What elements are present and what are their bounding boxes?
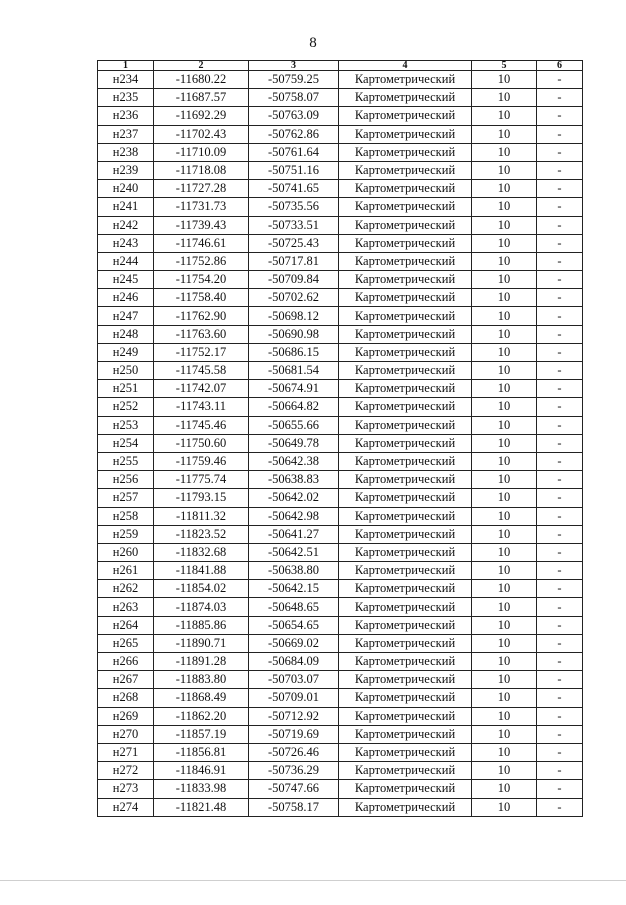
method-cell: Картометрический bbox=[339, 616, 472, 634]
method-cell: Картометрический bbox=[339, 543, 472, 561]
point-id-cell: н258 bbox=[98, 507, 154, 525]
y-coordinate-cell: -50681.54 bbox=[249, 362, 339, 380]
note-cell: - bbox=[537, 489, 583, 507]
x-coordinate-cell: -11687.57 bbox=[154, 89, 249, 107]
y-coordinate-cell: -50709.84 bbox=[249, 271, 339, 289]
accuracy-cell: 10 bbox=[472, 125, 537, 143]
method-cell: Картометрический bbox=[339, 725, 472, 743]
accuracy-cell: 10 bbox=[472, 307, 537, 325]
x-coordinate-cell: -11750.60 bbox=[154, 434, 249, 452]
point-id-cell: н250 bbox=[98, 362, 154, 380]
table-row bbox=[98, 271, 583, 289]
table-row bbox=[98, 125, 583, 143]
method-cell: Картометрический bbox=[339, 762, 472, 780]
note-cell: - bbox=[537, 307, 583, 325]
y-coordinate-cell: -50664.82 bbox=[249, 398, 339, 416]
note-cell: - bbox=[537, 216, 583, 234]
note-cell: - bbox=[537, 689, 583, 707]
x-coordinate-cell: -11758.40 bbox=[154, 289, 249, 307]
note-cell: - bbox=[537, 325, 583, 343]
note-cell: - bbox=[537, 653, 583, 671]
method-cell: Картометрический bbox=[339, 107, 472, 125]
method-cell: Картометрический bbox=[339, 125, 472, 143]
note-cell: - bbox=[537, 798, 583, 816]
y-coordinate-cell: -50741.65 bbox=[249, 180, 339, 198]
method-cell: Картометрический bbox=[339, 562, 472, 580]
x-coordinate-cell: -11731.73 bbox=[154, 198, 249, 216]
method-cell: Картометрический bbox=[339, 580, 472, 598]
point-id-cell: н245 bbox=[98, 271, 154, 289]
accuracy-cell: 10 bbox=[472, 362, 537, 380]
table-row bbox=[98, 798, 583, 816]
note-cell: - bbox=[537, 125, 583, 143]
x-coordinate-cell: -11727.28 bbox=[154, 180, 249, 198]
note-cell: - bbox=[537, 616, 583, 634]
note-cell: - bbox=[537, 780, 583, 798]
x-coordinate-cell: -11763.60 bbox=[154, 325, 249, 343]
note-cell: - bbox=[537, 434, 583, 452]
x-coordinate-cell: -11823.52 bbox=[154, 525, 249, 543]
method-cell: Картометрический bbox=[339, 89, 472, 107]
y-coordinate-cell: -50763.09 bbox=[249, 107, 339, 125]
x-coordinate-cell: -11752.17 bbox=[154, 343, 249, 361]
x-coordinate-cell: -11885.86 bbox=[154, 616, 249, 634]
page-number: 8 bbox=[309, 35, 317, 51]
point-id-cell: н267 bbox=[98, 671, 154, 689]
table-row bbox=[98, 562, 583, 580]
accuracy-cell: 10 bbox=[472, 325, 537, 343]
method-cell: Картометрический bbox=[339, 653, 472, 671]
table-row bbox=[98, 507, 583, 525]
method-cell: Картометрический bbox=[339, 743, 472, 761]
y-coordinate-cell: -50654.65 bbox=[249, 616, 339, 634]
x-coordinate-cell: -11833.98 bbox=[154, 780, 249, 798]
x-coordinate-cell: -11762.90 bbox=[154, 307, 249, 325]
table-row bbox=[98, 289, 583, 307]
table-row bbox=[98, 762, 583, 780]
x-coordinate-cell: -11775.74 bbox=[154, 471, 249, 489]
table-row bbox=[98, 743, 583, 761]
accuracy-cell: 10 bbox=[472, 252, 537, 270]
x-coordinate-cell: -11680.22 bbox=[154, 71, 249, 89]
coordinates-table bbox=[97, 60, 583, 817]
x-coordinate-cell: -11890.71 bbox=[154, 634, 249, 652]
point-id-cell: н273 bbox=[98, 780, 154, 798]
y-coordinate-cell: -50698.12 bbox=[249, 307, 339, 325]
x-coordinate-cell: -11868.49 bbox=[154, 689, 249, 707]
accuracy-cell: 10 bbox=[472, 416, 537, 434]
method-cell: Картометрический bbox=[339, 362, 472, 380]
point-id-cell: н248 bbox=[98, 325, 154, 343]
accuracy-cell: 10 bbox=[472, 580, 537, 598]
accuracy-cell: 10 bbox=[472, 343, 537, 361]
point-id-cell: н265 bbox=[98, 634, 154, 652]
y-coordinate-cell: -50758.17 bbox=[249, 798, 339, 816]
note-cell: - bbox=[537, 725, 583, 743]
point-id-cell: н260 bbox=[98, 543, 154, 561]
method-cell: Картометрический bbox=[339, 380, 472, 398]
accuracy-cell: 10 bbox=[472, 161, 537, 179]
table-row bbox=[98, 471, 583, 489]
method-cell: Картометрический bbox=[339, 198, 472, 216]
method-cell: Картометрический bbox=[339, 71, 472, 89]
accuracy-cell: 10 bbox=[472, 89, 537, 107]
note-cell: - bbox=[537, 743, 583, 761]
point-id-cell: н235 bbox=[98, 89, 154, 107]
x-coordinate-cell: -11811.32 bbox=[154, 507, 249, 525]
accuracy-cell: 10 bbox=[472, 471, 537, 489]
accuracy-cell: 10 bbox=[472, 107, 537, 125]
method-cell: Картометрический bbox=[339, 489, 472, 507]
note-cell: - bbox=[537, 71, 583, 89]
x-coordinate-cell: -11832.68 bbox=[154, 543, 249, 561]
method-cell: Картометрический bbox=[339, 525, 472, 543]
point-id-cell: н242 bbox=[98, 216, 154, 234]
x-coordinate-cell: -11742.07 bbox=[154, 380, 249, 398]
note-cell: - bbox=[537, 289, 583, 307]
note-cell: - bbox=[537, 634, 583, 652]
x-coordinate-cell: -11821.48 bbox=[154, 798, 249, 816]
method-cell: Картометрический bbox=[339, 307, 472, 325]
y-coordinate-cell: -50638.83 bbox=[249, 471, 339, 489]
table-row bbox=[98, 616, 583, 634]
method-cell: Картометрический bbox=[339, 471, 472, 489]
table-row bbox=[98, 489, 583, 507]
page-bottom-edge bbox=[0, 880, 626, 881]
note-cell: - bbox=[537, 380, 583, 398]
table-row bbox=[98, 452, 583, 470]
y-coordinate-cell: -50709.01 bbox=[249, 689, 339, 707]
point-id-cell: н263 bbox=[98, 598, 154, 616]
table-row bbox=[98, 380, 583, 398]
y-coordinate-cell: -50751.16 bbox=[249, 161, 339, 179]
x-coordinate-cell: -11874.03 bbox=[154, 598, 249, 616]
table-row bbox=[98, 325, 583, 343]
point-id-cell: н246 bbox=[98, 289, 154, 307]
y-coordinate-cell: -50719.69 bbox=[249, 725, 339, 743]
column-header: 3 bbox=[249, 61, 339, 71]
accuracy-cell: 10 bbox=[472, 671, 537, 689]
note-cell: - bbox=[537, 471, 583, 489]
point-id-cell: н271 bbox=[98, 743, 154, 761]
table-row bbox=[98, 598, 583, 616]
method-cell: Картометрический bbox=[339, 216, 472, 234]
accuracy-cell: 10 bbox=[472, 452, 537, 470]
point-id-cell: н236 bbox=[98, 107, 154, 125]
method-cell: Картометрический bbox=[339, 252, 472, 270]
accuracy-cell: 10 bbox=[472, 707, 537, 725]
table-row bbox=[98, 398, 583, 416]
note-cell: - bbox=[537, 525, 583, 543]
method-cell: Картометрический bbox=[339, 398, 472, 416]
table-row bbox=[98, 653, 583, 671]
y-coordinate-cell: -50655.66 bbox=[249, 416, 339, 434]
accuracy-cell: 10 bbox=[472, 653, 537, 671]
table-row bbox=[98, 343, 583, 361]
y-coordinate-cell: -50747.66 bbox=[249, 780, 339, 798]
point-id-cell: н247 bbox=[98, 307, 154, 325]
point-id-cell: н259 bbox=[98, 525, 154, 543]
accuracy-cell: 10 bbox=[472, 634, 537, 652]
point-id-cell: н261 bbox=[98, 562, 154, 580]
table-row bbox=[98, 71, 583, 89]
accuracy-cell: 10 bbox=[472, 234, 537, 252]
method-cell: Картометрический bbox=[339, 143, 472, 161]
point-id-cell: н238 bbox=[98, 143, 154, 161]
point-id-cell: н255 bbox=[98, 452, 154, 470]
accuracy-cell: 10 bbox=[472, 798, 537, 816]
method-cell: Картометрический bbox=[339, 343, 472, 361]
table-row bbox=[98, 198, 583, 216]
note-cell: - bbox=[537, 343, 583, 361]
method-cell: Картометрический bbox=[339, 271, 472, 289]
note-cell: - bbox=[537, 507, 583, 525]
x-coordinate-cell: -11745.46 bbox=[154, 416, 249, 434]
table-row bbox=[98, 434, 583, 452]
point-id-cell: н240 bbox=[98, 180, 154, 198]
accuracy-cell: 10 bbox=[472, 507, 537, 525]
y-coordinate-cell: -50717.81 bbox=[249, 252, 339, 270]
y-coordinate-cell: -50712.92 bbox=[249, 707, 339, 725]
point-id-cell: н264 bbox=[98, 616, 154, 634]
point-id-cell: н253 bbox=[98, 416, 154, 434]
x-coordinate-cell: -11891.28 bbox=[154, 653, 249, 671]
table-row bbox=[98, 525, 583, 543]
y-coordinate-cell: -50638.80 bbox=[249, 562, 339, 580]
y-coordinate-cell: -50669.02 bbox=[249, 634, 339, 652]
y-coordinate-cell: -50735.56 bbox=[249, 198, 339, 216]
accuracy-cell: 10 bbox=[472, 289, 537, 307]
y-coordinate-cell: -50649.78 bbox=[249, 434, 339, 452]
note-cell: - bbox=[537, 671, 583, 689]
note-cell: - bbox=[537, 580, 583, 598]
note-cell: - bbox=[537, 271, 583, 289]
accuracy-cell: 10 bbox=[472, 489, 537, 507]
accuracy-cell: 10 bbox=[472, 616, 537, 634]
table-row bbox=[98, 161, 583, 179]
point-id-cell: н234 bbox=[98, 71, 154, 89]
method-cell: Картометрический bbox=[339, 798, 472, 816]
point-id-cell: н266 bbox=[98, 653, 154, 671]
table-body bbox=[98, 71, 583, 817]
y-coordinate-cell: -50703.07 bbox=[249, 671, 339, 689]
y-coordinate-cell: -50736.29 bbox=[249, 762, 339, 780]
y-coordinate-cell: -50648.65 bbox=[249, 598, 339, 616]
accuracy-cell: 10 bbox=[472, 198, 537, 216]
note-cell: - bbox=[537, 398, 583, 416]
accuracy-cell: 10 bbox=[472, 143, 537, 161]
accuracy-cell: 10 bbox=[472, 780, 537, 798]
table-row bbox=[98, 634, 583, 652]
accuracy-cell: 10 bbox=[472, 689, 537, 707]
method-cell: Картометрический bbox=[339, 689, 472, 707]
x-coordinate-cell: -11754.20 bbox=[154, 271, 249, 289]
point-id-cell: н237 bbox=[98, 125, 154, 143]
column-header: 4 bbox=[339, 61, 472, 71]
y-coordinate-cell: -50642.02 bbox=[249, 489, 339, 507]
accuracy-cell: 10 bbox=[472, 743, 537, 761]
note-cell: - bbox=[537, 762, 583, 780]
method-cell: Картометрический bbox=[339, 780, 472, 798]
method-cell: Картометрический bbox=[339, 434, 472, 452]
method-cell: Картометрический bbox=[339, 234, 472, 252]
table-row bbox=[98, 689, 583, 707]
note-cell: - bbox=[537, 234, 583, 252]
note-cell: - bbox=[537, 362, 583, 380]
method-cell: Картометрический bbox=[339, 180, 472, 198]
accuracy-cell: 10 bbox=[472, 598, 537, 616]
method-cell: Картометрический bbox=[339, 598, 472, 616]
point-id-cell: н274 bbox=[98, 798, 154, 816]
point-id-cell: н272 bbox=[98, 762, 154, 780]
method-cell: Картометрический bbox=[339, 707, 472, 725]
table-row bbox=[98, 780, 583, 798]
table-row bbox=[98, 416, 583, 434]
y-coordinate-cell: -50690.98 bbox=[249, 325, 339, 343]
table-row bbox=[98, 216, 583, 234]
x-coordinate-cell: -11856.81 bbox=[154, 743, 249, 761]
table-row bbox=[98, 252, 583, 270]
x-coordinate-cell: -11846.91 bbox=[154, 762, 249, 780]
table-header-row bbox=[98, 61, 583, 71]
x-coordinate-cell: -11841.88 bbox=[154, 562, 249, 580]
table-row bbox=[98, 180, 583, 198]
note-cell: - bbox=[537, 252, 583, 270]
note-cell: - bbox=[537, 161, 583, 179]
table-row bbox=[98, 580, 583, 598]
column-header: 1 bbox=[98, 61, 154, 71]
point-id-cell: н256 bbox=[98, 471, 154, 489]
note-cell: - bbox=[537, 707, 583, 725]
method-cell: Картометрический bbox=[339, 161, 472, 179]
point-id-cell: н241 bbox=[98, 198, 154, 216]
x-coordinate-cell: -11883.80 bbox=[154, 671, 249, 689]
point-id-cell: н252 bbox=[98, 398, 154, 416]
accuracy-cell: 10 bbox=[472, 725, 537, 743]
point-id-cell: н243 bbox=[98, 234, 154, 252]
note-cell: - bbox=[537, 598, 583, 616]
point-id-cell: н270 bbox=[98, 725, 154, 743]
accuracy-cell: 10 bbox=[472, 71, 537, 89]
point-id-cell: н257 bbox=[98, 489, 154, 507]
accuracy-cell: 10 bbox=[472, 380, 537, 398]
point-id-cell: н262 bbox=[98, 580, 154, 598]
note-cell: - bbox=[537, 416, 583, 434]
table-row bbox=[98, 362, 583, 380]
point-id-cell: н269 bbox=[98, 707, 154, 725]
column-header: 6 bbox=[537, 61, 583, 71]
x-coordinate-cell: -11793.15 bbox=[154, 489, 249, 507]
y-coordinate-cell: -50761.64 bbox=[249, 143, 339, 161]
note-cell: - bbox=[537, 89, 583, 107]
note-cell: - bbox=[537, 107, 583, 125]
y-coordinate-cell: -50726.46 bbox=[249, 743, 339, 761]
y-coordinate-cell: -50733.51 bbox=[249, 216, 339, 234]
accuracy-cell: 10 bbox=[472, 543, 537, 561]
method-cell: Картометрический bbox=[339, 325, 472, 343]
table-row bbox=[98, 725, 583, 743]
x-coordinate-cell: -11862.20 bbox=[154, 707, 249, 725]
y-coordinate-cell: -50642.38 bbox=[249, 452, 339, 470]
table-row bbox=[98, 143, 583, 161]
accuracy-cell: 10 bbox=[472, 525, 537, 543]
x-coordinate-cell: -11759.46 bbox=[154, 452, 249, 470]
y-coordinate-cell: -50642.51 bbox=[249, 543, 339, 561]
x-coordinate-cell: -11692.29 bbox=[154, 107, 249, 125]
x-coordinate-cell: -11752.86 bbox=[154, 252, 249, 270]
note-cell: - bbox=[537, 452, 583, 470]
column-header: 5 bbox=[472, 61, 537, 71]
y-coordinate-cell: -50758.07 bbox=[249, 89, 339, 107]
y-coordinate-cell: -50641.27 bbox=[249, 525, 339, 543]
y-coordinate-cell: -50759.25 bbox=[249, 71, 339, 89]
note-cell: - bbox=[537, 180, 583, 198]
note-cell: - bbox=[537, 543, 583, 561]
x-coordinate-cell: -11718.08 bbox=[154, 161, 249, 179]
method-cell: Картометрический bbox=[339, 634, 472, 652]
y-coordinate-cell: -50762.86 bbox=[249, 125, 339, 143]
note-cell: - bbox=[537, 562, 583, 580]
x-coordinate-cell: -11746.61 bbox=[154, 234, 249, 252]
x-coordinate-cell: -11739.43 bbox=[154, 216, 249, 234]
method-cell: Картометрический bbox=[339, 671, 472, 689]
x-coordinate-cell: -11743.11 bbox=[154, 398, 249, 416]
x-coordinate-cell: -11745.58 bbox=[154, 362, 249, 380]
table-row bbox=[98, 234, 583, 252]
y-coordinate-cell: -50642.98 bbox=[249, 507, 339, 525]
accuracy-cell: 10 bbox=[472, 762, 537, 780]
point-id-cell: н251 bbox=[98, 380, 154, 398]
method-cell: Картометрический bbox=[339, 507, 472, 525]
table-row bbox=[98, 543, 583, 561]
column-header: 2 bbox=[154, 61, 249, 71]
x-coordinate-cell: -11854.02 bbox=[154, 580, 249, 598]
method-cell: Картометрический bbox=[339, 289, 472, 307]
x-coordinate-cell: -11857.19 bbox=[154, 725, 249, 743]
y-coordinate-cell: -50686.15 bbox=[249, 343, 339, 361]
accuracy-cell: 10 bbox=[472, 562, 537, 580]
method-cell: Картометрический bbox=[339, 416, 472, 434]
x-coordinate-cell: -11710.09 bbox=[154, 143, 249, 161]
x-coordinate-cell: -11702.43 bbox=[154, 125, 249, 143]
y-coordinate-cell: -50702.62 bbox=[249, 289, 339, 307]
point-id-cell: н239 bbox=[98, 161, 154, 179]
note-cell: - bbox=[537, 143, 583, 161]
table-row bbox=[98, 707, 583, 725]
accuracy-cell: 10 bbox=[472, 180, 537, 198]
y-coordinate-cell: -50642.15 bbox=[249, 580, 339, 598]
table-row bbox=[98, 89, 583, 107]
accuracy-cell: 10 bbox=[472, 271, 537, 289]
table-row bbox=[98, 671, 583, 689]
y-coordinate-cell: -50725.43 bbox=[249, 234, 339, 252]
method-cell: Картометрический bbox=[339, 452, 472, 470]
point-id-cell: н249 bbox=[98, 343, 154, 361]
table-row bbox=[98, 107, 583, 125]
note-cell: - bbox=[537, 198, 583, 216]
point-id-cell: н254 bbox=[98, 434, 154, 452]
accuracy-cell: 10 bbox=[472, 216, 537, 234]
point-id-cell: н244 bbox=[98, 252, 154, 270]
y-coordinate-cell: -50684.09 bbox=[249, 653, 339, 671]
accuracy-cell: 10 bbox=[472, 434, 537, 452]
point-id-cell: н268 bbox=[98, 689, 154, 707]
y-coordinate-cell: -50674.91 bbox=[249, 380, 339, 398]
table-row bbox=[98, 307, 583, 325]
accuracy-cell: 10 bbox=[472, 398, 537, 416]
